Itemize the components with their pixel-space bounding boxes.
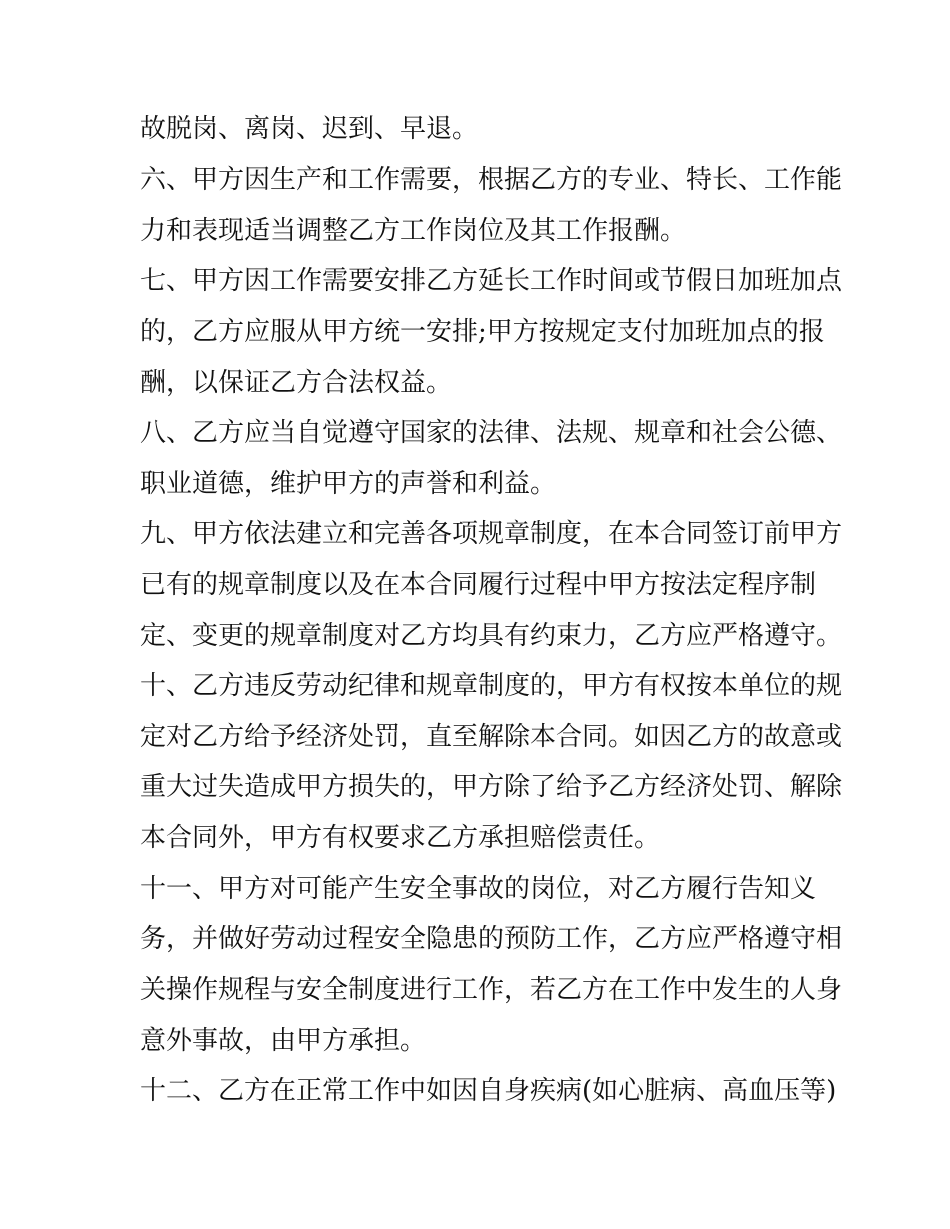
text-line: 十一、甲方对可能产生安全事故的岗位，对乙方履行告知义 <box>140 874 817 904</box>
text-line: 六、甲方因生产和工作需要，根据乙方的专业、特长、工作能 <box>140 165 843 195</box>
text-line: 九、甲方依法建立和完善各项规章制度，在本合同签订前甲方 <box>140 519 843 549</box>
text-line: 关操作规程与安全制度进行工作，若乙方在工作中发生的人身 <box>140 975 843 1005</box>
text-line: 务，并做好劳动过程安全隐患的预防工作，乙方应严格遵守相 <box>140 924 843 954</box>
text-line: 酬，以保证乙方合法权益。 <box>140 368 453 398</box>
text-line: 重大过失造成甲方损失的，甲方除了给予乙方经济处罚、解除 <box>140 772 843 802</box>
text-line: 十二、乙方在正常工作中如因自身疾病(如心脏病、高血压等) <box>140 1076 837 1106</box>
text-line: 力和表现适当调整乙方工作岗位及其工作报酬。 <box>140 216 687 246</box>
text-line: 意外事故，由甲方承担。 <box>140 1026 427 1056</box>
text-line: 职业道德，维护甲方的声誉和利益。 <box>140 469 557 499</box>
text-line: 定、变更的规章制度对乙方均具有约束力，乙方应严格遵守。 <box>140 621 843 651</box>
text-line: 八、乙方应当自觉遵守国家的法律、法规、规章和社会公德、 <box>140 418 843 448</box>
text-line: 七、甲方因工作需要安排乙方延长工作时间或节假日加班加点 <box>140 266 843 296</box>
text-line: 定对乙方给予经济处罚，直至解除本合同。如因乙方的故意或 <box>140 722 843 752</box>
text-line: 本合同外，甲方有权要求乙方承担赔偿责任。 <box>140 823 661 853</box>
text-line: 故脱岗、离岗、迟到、早退。 <box>140 114 479 144</box>
text-line: 已有的规章制度以及在本合同履行过程中甲方按法定程序制 <box>140 570 817 600</box>
text-line: 十、乙方违反劳动纪律和规章制度的，甲方有权按本单位的规 <box>140 671 843 701</box>
text-line: 的，乙方应服从甲方统一安排;甲方按规定支付加班加点的报 <box>140 317 825 347</box>
